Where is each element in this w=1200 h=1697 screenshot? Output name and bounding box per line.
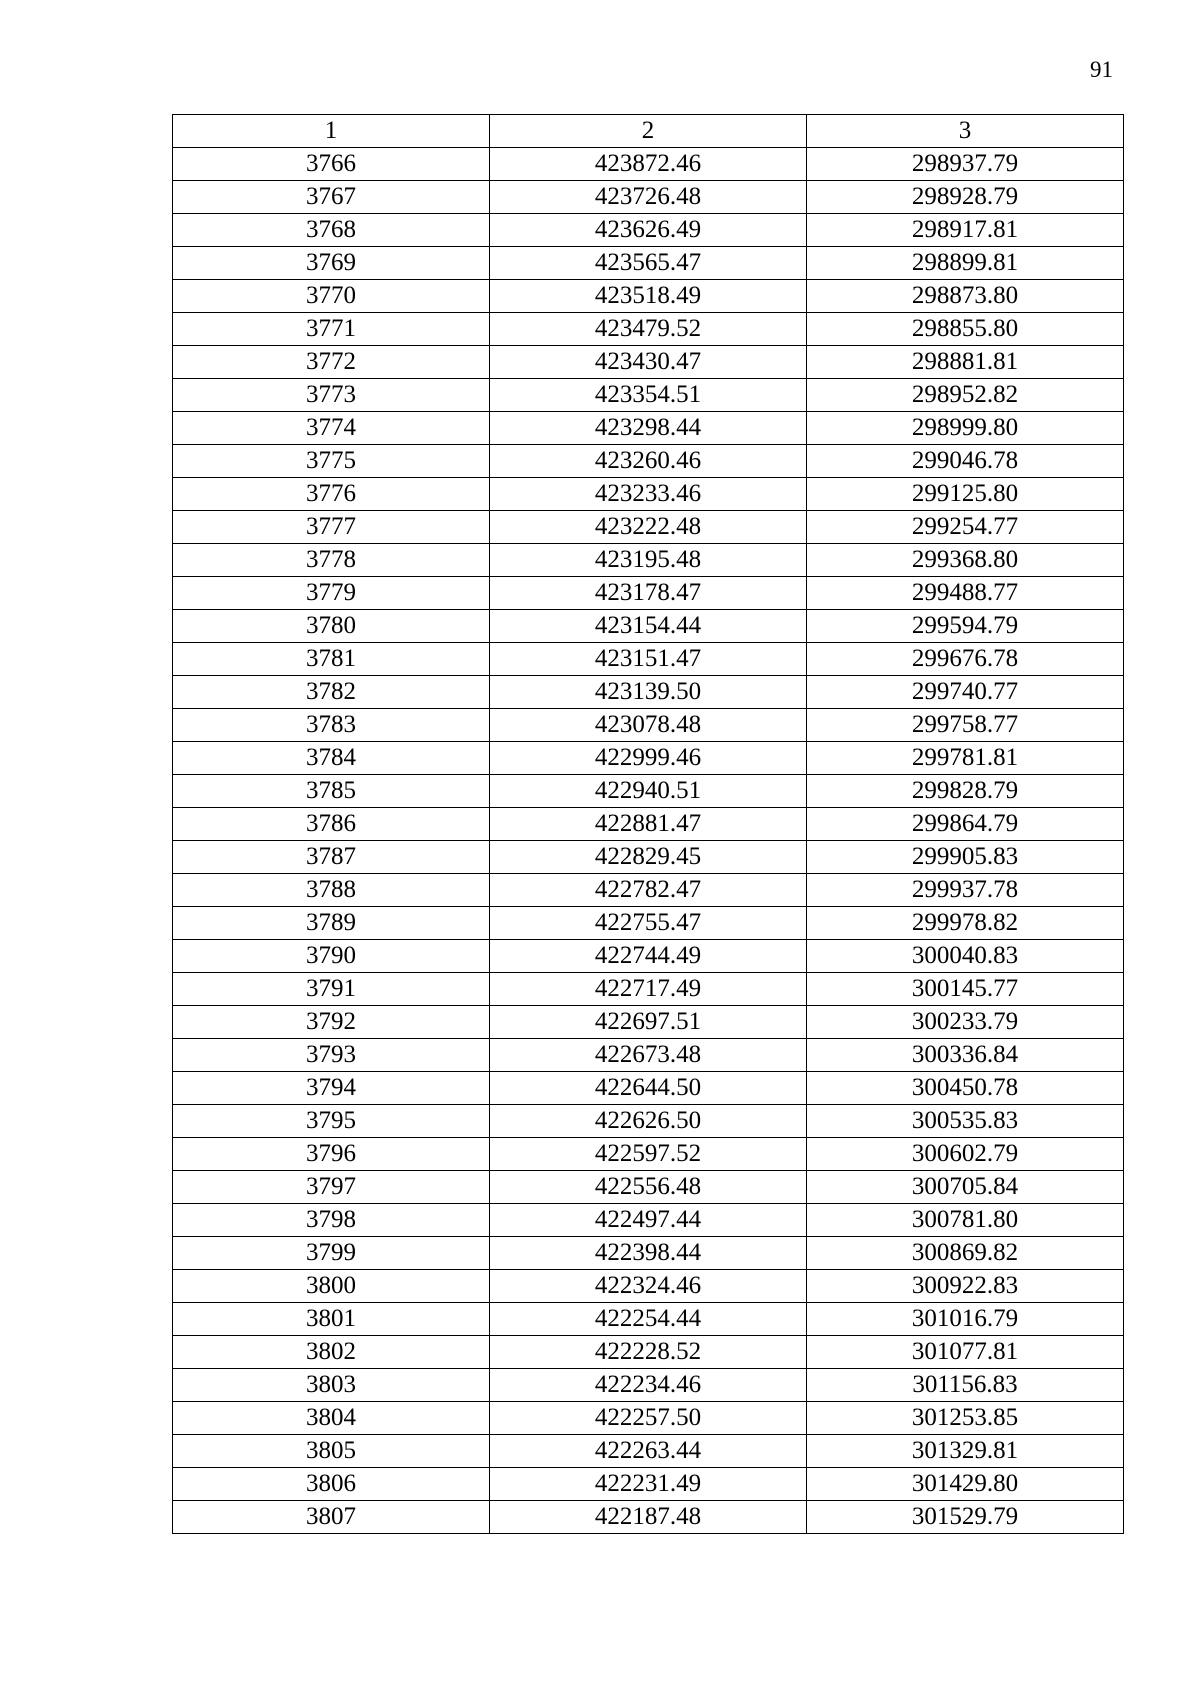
y-coordinate-cell: 299488.77 bbox=[806, 577, 1123, 610]
point-number-cell: 3783 bbox=[173, 709, 490, 742]
point-number-cell: 3796 bbox=[173, 1138, 490, 1171]
table-row bbox=[173, 1006, 1124, 1039]
table-row bbox=[173, 742, 1124, 775]
x-coordinate-cell: 422324.46 bbox=[489, 1270, 806, 1303]
point-number-cell: 3792 bbox=[173, 1006, 490, 1039]
y-coordinate-cell: 300040.83 bbox=[806, 940, 1123, 973]
x-coordinate-cell: 422697.51 bbox=[489, 1006, 806, 1039]
y-coordinate-cell: 299978.82 bbox=[806, 907, 1123, 940]
point-number-cell: 3794 bbox=[173, 1072, 490, 1105]
table-row bbox=[173, 1468, 1124, 1501]
x-coordinate-cell: 422755.47 bbox=[489, 907, 806, 940]
x-coordinate-cell: 423154.44 bbox=[489, 610, 806, 643]
point-number-cell: 3782 bbox=[173, 676, 490, 709]
point-number-cell: 3785 bbox=[173, 775, 490, 808]
y-coordinate-cell: 299905.83 bbox=[806, 841, 1123, 874]
point-number-cell: 3773 bbox=[173, 379, 490, 412]
table-row bbox=[173, 808, 1124, 841]
y-coordinate-cell: 301016.79 bbox=[806, 1303, 1123, 1336]
table-row bbox=[173, 874, 1124, 907]
y-coordinate-cell: 298899.81 bbox=[806, 247, 1123, 280]
table-row bbox=[173, 973, 1124, 1006]
header-cell-1: 1 bbox=[173, 115, 490, 148]
x-coordinate-cell: 422999.46 bbox=[489, 742, 806, 775]
y-coordinate-cell: 299758.77 bbox=[806, 709, 1123, 742]
y-coordinate-cell: 300145.77 bbox=[806, 973, 1123, 1006]
point-number-cell: 3793 bbox=[173, 1039, 490, 1072]
table-header bbox=[173, 115, 1124, 148]
table-row bbox=[173, 313, 1124, 346]
point-number-cell: 3806 bbox=[173, 1468, 490, 1501]
point-number-cell: 3768 bbox=[173, 214, 490, 247]
point-number-cell: 3786 bbox=[173, 808, 490, 841]
y-coordinate-cell: 299594.79 bbox=[806, 610, 1123, 643]
x-coordinate-cell: 423260.46 bbox=[489, 445, 806, 478]
x-coordinate-cell: 422673.48 bbox=[489, 1039, 806, 1072]
y-coordinate-cell: 300233.79 bbox=[806, 1006, 1123, 1039]
point-number-cell: 3798 bbox=[173, 1204, 490, 1237]
table-row bbox=[173, 643, 1124, 676]
y-coordinate-cell: 301329.81 bbox=[806, 1435, 1123, 1468]
point-number-cell: 3767 bbox=[173, 181, 490, 214]
y-coordinate-cell: 299046.78 bbox=[806, 445, 1123, 478]
x-coordinate-cell: 422254.44 bbox=[489, 1303, 806, 1336]
table-row bbox=[173, 214, 1124, 247]
y-coordinate-cell: 299828.79 bbox=[806, 775, 1123, 808]
point-number-cell: 3784 bbox=[173, 742, 490, 775]
y-coordinate-cell: 299125.80 bbox=[806, 478, 1123, 511]
y-coordinate-cell: 300705.84 bbox=[806, 1171, 1123, 1204]
point-number-cell: 3770 bbox=[173, 280, 490, 313]
point-number-cell: 3795 bbox=[173, 1105, 490, 1138]
point-number-cell: 3802 bbox=[173, 1336, 490, 1369]
y-coordinate-cell: 299864.79 bbox=[806, 808, 1123, 841]
header-cell-2: 2 bbox=[489, 115, 806, 148]
table-row bbox=[173, 280, 1124, 313]
table-row bbox=[173, 478, 1124, 511]
point-number-cell: 3776 bbox=[173, 478, 490, 511]
y-coordinate-cell: 298881.81 bbox=[806, 346, 1123, 379]
y-coordinate-cell: 298928.79 bbox=[806, 181, 1123, 214]
table-row bbox=[173, 1072, 1124, 1105]
table-row bbox=[173, 511, 1124, 544]
x-coordinate-cell: 423195.48 bbox=[489, 544, 806, 577]
table-row bbox=[173, 379, 1124, 412]
table-row bbox=[173, 1039, 1124, 1072]
y-coordinate-cell: 300602.79 bbox=[806, 1138, 1123, 1171]
y-coordinate-cell: 300450.78 bbox=[806, 1072, 1123, 1105]
x-coordinate-cell: 423872.46 bbox=[489, 148, 806, 181]
point-number-cell: 3771 bbox=[173, 313, 490, 346]
y-coordinate-cell: 301077.81 bbox=[806, 1336, 1123, 1369]
point-number-cell: 3797 bbox=[173, 1171, 490, 1204]
table-row bbox=[173, 1204, 1124, 1237]
y-coordinate-cell: 301529.79 bbox=[806, 1501, 1123, 1534]
x-coordinate-cell: 423626.49 bbox=[489, 214, 806, 247]
x-coordinate-cell: 422829.45 bbox=[489, 841, 806, 874]
table-row bbox=[173, 1369, 1124, 1402]
y-coordinate-cell: 298952.82 bbox=[806, 379, 1123, 412]
table-row bbox=[173, 709, 1124, 742]
table-row bbox=[173, 1270, 1124, 1303]
page-number: 91 bbox=[1090, 57, 1113, 82]
table-row bbox=[173, 247, 1124, 280]
table-row bbox=[173, 940, 1124, 973]
point-number-cell: 3777 bbox=[173, 511, 490, 544]
x-coordinate-cell: 423354.51 bbox=[489, 379, 806, 412]
table-row bbox=[173, 1105, 1124, 1138]
point-number-cell: 3780 bbox=[173, 610, 490, 643]
x-coordinate-cell: 422744.49 bbox=[489, 940, 806, 973]
table-row bbox=[173, 577, 1124, 610]
y-coordinate-cell: 299781.81 bbox=[806, 742, 1123, 775]
y-coordinate-cell: 301156.83 bbox=[806, 1369, 1123, 1402]
table-body bbox=[173, 148, 1124, 1534]
table-row bbox=[173, 1171, 1124, 1204]
x-coordinate-cell: 423222.48 bbox=[489, 511, 806, 544]
table-row bbox=[173, 412, 1124, 445]
x-coordinate-cell: 423430.47 bbox=[489, 346, 806, 379]
table-row bbox=[173, 445, 1124, 478]
point-number-cell: 3804 bbox=[173, 1402, 490, 1435]
x-coordinate-cell: 422717.49 bbox=[489, 973, 806, 1006]
table-row bbox=[173, 148, 1124, 181]
y-coordinate-cell: 299676.78 bbox=[806, 643, 1123, 676]
y-coordinate-cell: 300781.80 bbox=[806, 1204, 1123, 1237]
table-row bbox=[173, 346, 1124, 379]
y-coordinate-cell: 300922.83 bbox=[806, 1270, 1123, 1303]
table-row bbox=[173, 1402, 1124, 1435]
point-number-cell: 3805 bbox=[173, 1435, 490, 1468]
table-row bbox=[173, 544, 1124, 577]
table-header-row bbox=[173, 115, 1124, 148]
header-cell-3: 3 bbox=[806, 115, 1123, 148]
table-row bbox=[173, 181, 1124, 214]
table-row bbox=[173, 1501, 1124, 1534]
point-number-cell: 3789 bbox=[173, 907, 490, 940]
y-coordinate-cell: 300336.84 bbox=[806, 1039, 1123, 1072]
x-coordinate-cell: 423518.49 bbox=[489, 280, 806, 313]
x-coordinate-cell: 422234.46 bbox=[489, 1369, 806, 1402]
point-number-cell: 3766 bbox=[173, 148, 490, 181]
x-coordinate-cell: 423139.50 bbox=[489, 676, 806, 709]
table-row bbox=[173, 1336, 1124, 1369]
table-row bbox=[173, 676, 1124, 709]
point-number-cell: 3772 bbox=[173, 346, 490, 379]
table-row bbox=[173, 1138, 1124, 1171]
x-coordinate-cell: 422187.48 bbox=[489, 1501, 806, 1534]
point-number-cell: 3791 bbox=[173, 973, 490, 1006]
table-row bbox=[173, 1435, 1124, 1468]
y-coordinate-cell: 298873.80 bbox=[806, 280, 1123, 313]
x-coordinate-cell: 422497.44 bbox=[489, 1204, 806, 1237]
x-coordinate-cell: 423726.48 bbox=[489, 181, 806, 214]
point-number-cell: 3778 bbox=[173, 544, 490, 577]
x-coordinate-cell: 422782.47 bbox=[489, 874, 806, 907]
x-coordinate-cell: 422644.50 bbox=[489, 1072, 806, 1105]
y-coordinate-cell: 298855.80 bbox=[806, 313, 1123, 346]
point-number-cell: 3787 bbox=[173, 841, 490, 874]
x-coordinate-cell: 423479.52 bbox=[489, 313, 806, 346]
table-row bbox=[173, 907, 1124, 940]
y-coordinate-cell: 299937.78 bbox=[806, 874, 1123, 907]
x-coordinate-cell: 422597.52 bbox=[489, 1138, 806, 1171]
point-number-cell: 3801 bbox=[173, 1303, 490, 1336]
x-coordinate-cell: 423298.44 bbox=[489, 412, 806, 445]
y-coordinate-cell: 298937.79 bbox=[806, 148, 1123, 181]
point-number-cell: 3781 bbox=[173, 643, 490, 676]
table-row bbox=[173, 1303, 1124, 1336]
x-coordinate-cell: 423565.47 bbox=[489, 247, 806, 280]
x-coordinate-cell: 422398.44 bbox=[489, 1237, 806, 1270]
point-number-cell: 3775 bbox=[173, 445, 490, 478]
y-coordinate-cell: 301429.80 bbox=[806, 1468, 1123, 1501]
x-coordinate-cell: 422626.50 bbox=[489, 1105, 806, 1138]
x-coordinate-cell: 422231.49 bbox=[489, 1468, 806, 1501]
point-number-cell: 3799 bbox=[173, 1237, 490, 1270]
point-number-cell: 3788 bbox=[173, 874, 490, 907]
y-coordinate-cell: 301253.85 bbox=[806, 1402, 1123, 1435]
table-row bbox=[173, 775, 1124, 808]
y-coordinate-cell: 299740.77 bbox=[806, 676, 1123, 709]
point-number-cell: 3769 bbox=[173, 247, 490, 280]
x-coordinate-cell: 422556.48 bbox=[489, 1171, 806, 1204]
point-number-cell: 3790 bbox=[173, 940, 490, 973]
x-coordinate-cell: 423078.48 bbox=[489, 709, 806, 742]
x-coordinate-cell: 423233.46 bbox=[489, 478, 806, 511]
table-row bbox=[173, 1237, 1124, 1270]
x-coordinate-cell: 423151.47 bbox=[489, 643, 806, 676]
y-coordinate-cell: 300869.82 bbox=[806, 1237, 1123, 1270]
point-number-cell: 3774 bbox=[173, 412, 490, 445]
y-coordinate-cell: 300535.83 bbox=[806, 1105, 1123, 1138]
x-coordinate-cell: 422940.51 bbox=[489, 775, 806, 808]
table-row bbox=[173, 610, 1124, 643]
x-coordinate-cell: 422228.52 bbox=[489, 1336, 806, 1369]
y-coordinate-cell: 299254.77 bbox=[806, 511, 1123, 544]
point-number-cell: 3779 bbox=[173, 577, 490, 610]
point-number-cell: 3807 bbox=[173, 1501, 490, 1534]
table-row bbox=[173, 841, 1124, 874]
x-coordinate-cell: 422257.50 bbox=[489, 1402, 806, 1435]
y-coordinate-cell: 298999.80 bbox=[806, 412, 1123, 445]
y-coordinate-cell: 299368.80 bbox=[806, 544, 1123, 577]
y-coordinate-cell: 298917.81 bbox=[806, 214, 1123, 247]
x-coordinate-cell: 422263.44 bbox=[489, 1435, 806, 1468]
x-coordinate-cell: 423178.47 bbox=[489, 577, 806, 610]
x-coordinate-cell: 422881.47 bbox=[489, 808, 806, 841]
point-number-cell: 3800 bbox=[173, 1270, 490, 1303]
point-number-cell: 3803 bbox=[173, 1369, 490, 1402]
coordinates-table bbox=[172, 114, 1124, 1534]
